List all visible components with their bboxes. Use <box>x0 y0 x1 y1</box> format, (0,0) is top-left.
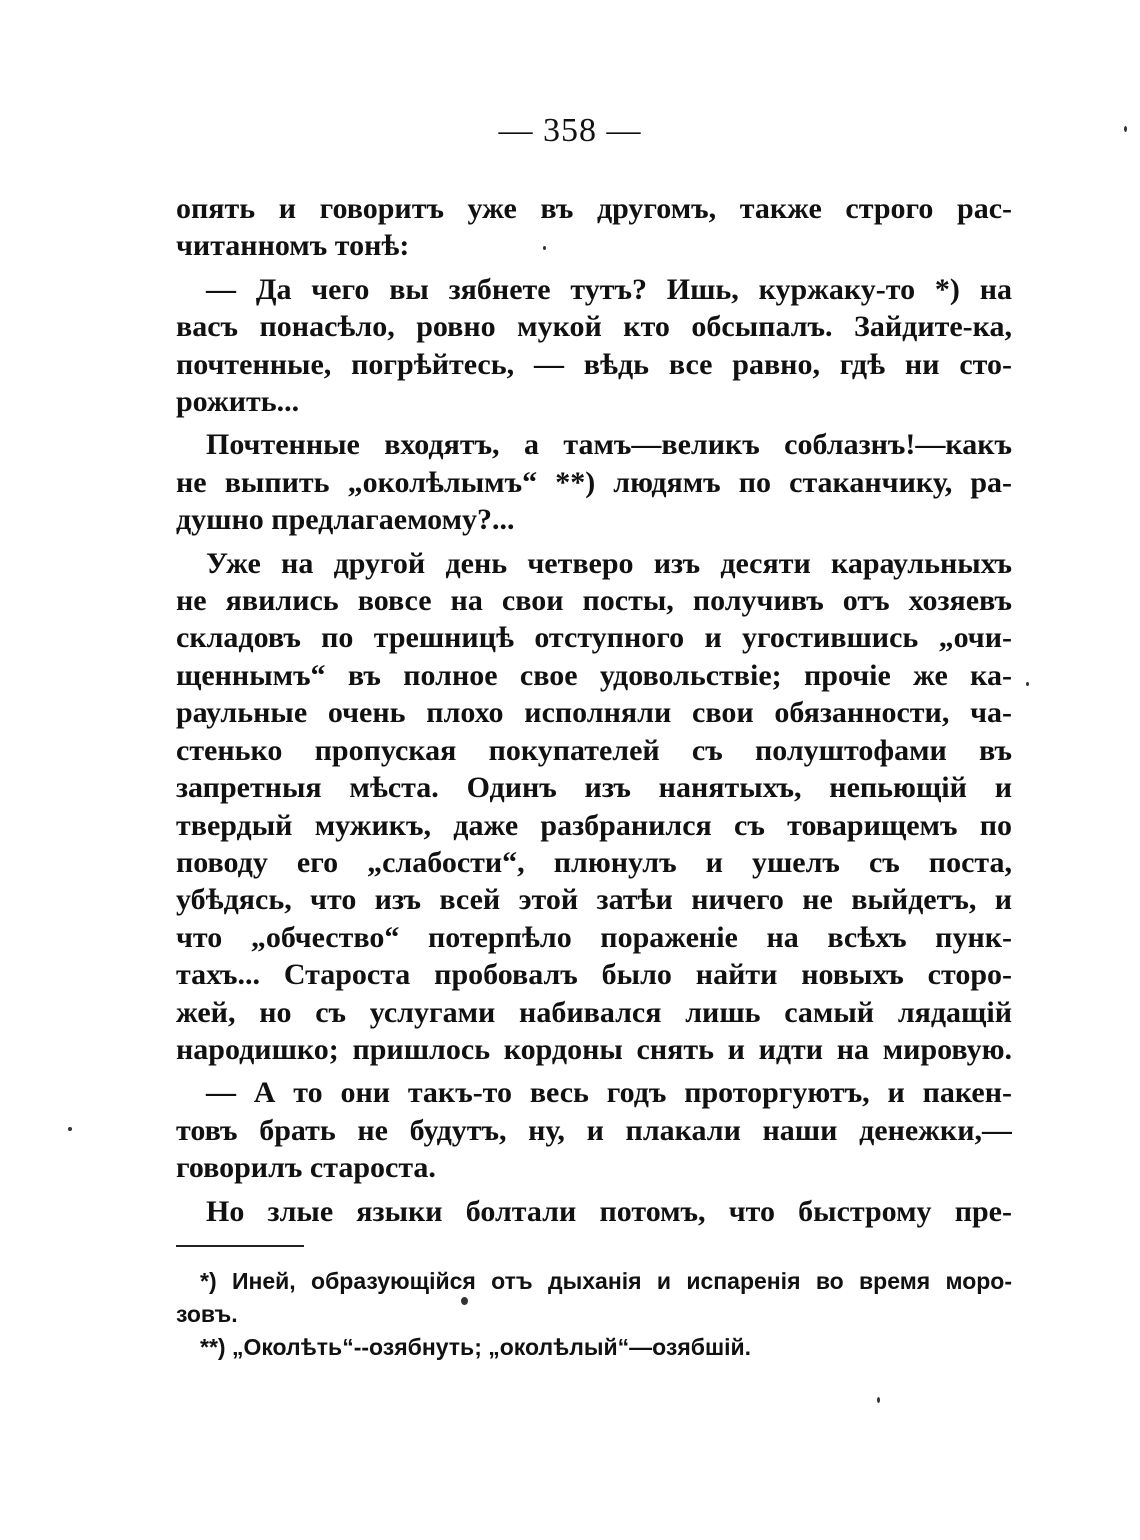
text-line: тахъ... Староста пробовалъ было найти новыхъ сторо- <box>176 958 1012 992</box>
text-line: народишко; пришлось кордоны снять и идти на мировую. <box>176 1032 1012 1066</box>
text-line: опять и говоритъ уже въ другомъ, также строго рас- <box>176 192 1012 225</box>
text-line: не выпить „околѣлымъ“ **) людямъ по стаканчику, ра- <box>176 465 1012 499</box>
page-number: — 358 — <box>498 112 642 149</box>
text-line: жей, но съ услугами набивался лишь самый лядащій <box>176 995 1012 1029</box>
text-line: васъ понасѣло, ровно мукой кто обсыпалъ. Зайдите-ка, <box>176 310 1012 344</box>
text-line: раульные очень плохо исполняли свои обязанности, ча- <box>176 696 1012 730</box>
footnote-1: *) Иней, образующійся отъ дыханія и испаренія во время моро- <box>200 1268 1012 1294</box>
text-line: щеннымъ“ въ полное свое удовольствіе; прочіе же ка- <box>176 658 1012 692</box>
scan-speck <box>1026 682 1029 686</box>
footnote-divider <box>176 1245 304 1247</box>
scan-speck <box>461 1297 468 1305</box>
scan-speck <box>68 1127 72 1131</box>
text-line: поводу его „слабости“, плюнулъ и ушелъ съ поста, <box>176 845 1012 879</box>
text-line: рожить... <box>176 385 300 419</box>
text-line: Почтенные входятъ, а тамъ—великъ соблазнъ!—какъ <box>206 428 1012 462</box>
text-line: товъ брать не будутъ, ну, и плакали наши денежки,— <box>176 1113 1012 1147</box>
text-line: Но злые языки болтали потомъ, что быстрому пре- <box>206 1194 1012 1228</box>
text-line: душно предлагаемому?... <box>176 503 515 537</box>
text-line: что „обчество“ потерпѣло пораженіе на всѣхъ пунк- <box>176 920 1012 954</box>
text-line: — Да чего вы зябнете тутъ? Ишь, куржаку-то *) на <box>206 272 1012 306</box>
footnotes <box>176 1265 1012 1364</box>
text-line: стенько пропуская покупателей съ полуштофами въ <box>176 733 1012 767</box>
text-line: запретныя мѣста. Одинъ изъ нанятыхъ, непьющій и <box>176 771 1012 805</box>
scan-speck <box>543 246 546 250</box>
text-line: — А то они такъ-то весь годъ проторгуютъ, и пакен- <box>206 1076 1012 1110</box>
scan-speck <box>877 1397 880 1403</box>
text-line: убѣдясь, что изъ всей этой затѣи ничего не выйдетъ, и <box>176 883 1012 917</box>
scan-speck <box>1124 126 1127 132</box>
footnote-1-continuation: зовъ. <box>176 1301 238 1327</box>
text-line: говорилъ староста. <box>176 1151 436 1185</box>
main-text <box>176 190 1012 1230</box>
text-line: складовъ по трешницѣ отступного и угостившись „очи- <box>176 621 1012 655</box>
text-line: Уже на другой день четверо изъ десяти караульныхъ <box>206 546 1012 580</box>
text-line: твердый мужикъ, даже разбранился съ товарищемъ по <box>176 808 1012 842</box>
text-line: почтенные, погрѣйтесь, — вѣдь все равно, гдѣ ни сто- <box>176 347 1012 381</box>
footnote-2: **) „Околѣть“--озябнуть; „околѣлый“—озябшій. <box>200 1334 752 1360</box>
text-line: читанномъ тонѣ: <box>176 229 410 263</box>
text-line: не явились вовсе на свои посты, получивъ отъ хозяевъ <box>176 584 1012 618</box>
